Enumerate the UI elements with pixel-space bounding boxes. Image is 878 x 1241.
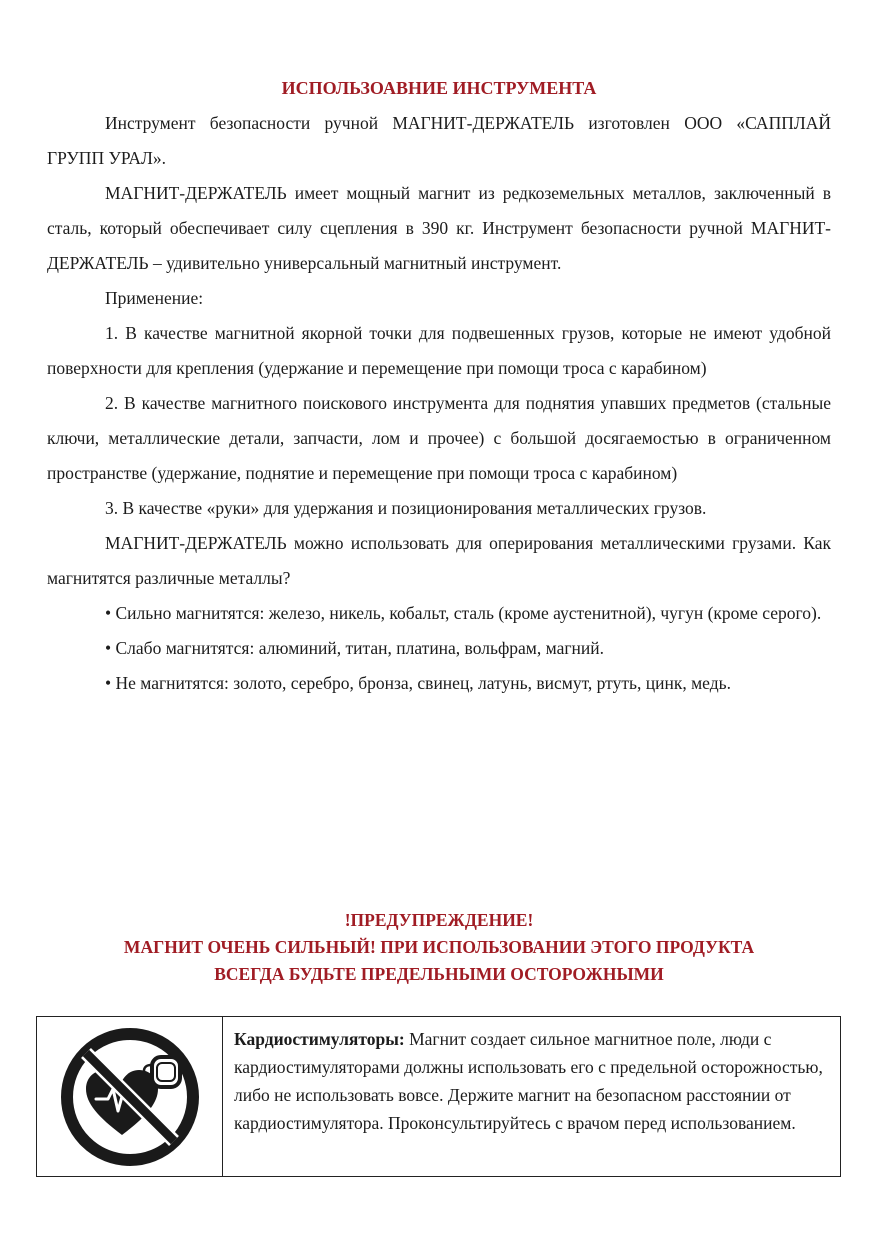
paragraph-usage-2: 2. В качестве магнитного поискового инструмента для поднятия упавших предметов (стальные ключи, металлические детали, запчасти, лом и прочее) с большой досягаемостью в ограниченном пространстве (удержание, поднятие и перемещение при помощи троса с карабином) [47,393,831,483]
pacemaker-label: Кардиостимуляторы: [234,1029,405,1049]
no-pacemaker-icon [60,1027,200,1167]
paragraph-intro: Инструмент безопасности ручной МАГНИТ-ДЕРЖАТЕЛЬ изготовлен ООО «САППЛАЙ ГРУПП УРАЛ». [47,113,831,168]
warning-heading: !ПРЕДУПРЕЖДЕНИЕ! [344,910,534,930]
warning-line-1: МАГНИТ ОЧЕНЬ СИЛЬНЫЙ! ПРИ ИСПОЛЬЗОВАНИИ ЭТОГО ПРОДУКТА [123,937,755,957]
page-title: ИСПОЛЬЗОАВНИЕ ИНСТРУМЕНТА [281,78,597,98]
document-body [47,76,831,701]
paragraph-usage-3: 3. В качестве «руки» для удержания и позиционирования металлических грузов. [105,498,707,518]
bullet-weak-magnetic: • Слабо магнитятся: алюминий, титан, платина, вольфрам, магний. [105,638,604,658]
pacemaker-icon-cell [37,1017,223,1176]
warning-block [0,907,878,988]
paragraph-metals-intro: МАГНИТ-ДЕРЖАТЕЛЬ можно использовать для оперирования металлическими грузами. Как магнитятся различные металлы? [47,533,831,588]
paragraph-usage-heading: Применение: [105,288,204,308]
pacemaker-text-cell [223,1017,840,1176]
warning-line-2: ВСЕГДА БУДЬТЕ ПРЕДЕЛЬНЫМИ ОСТОРОЖНЫМИ [214,964,664,984]
bullet-strong-magnetic: • Сильно магнитятся: железо, никель, кобальт, сталь (кроме аустенитной), чугун (кроме серого). [105,603,822,623]
paragraph-usage-1: 1. В качестве магнитной якорной точки для подвешенных грузов, которые не имеют удобной поверхности для крепления (удержание и перемещение при помощи троса с карабином) [47,323,831,378]
paragraph-description: МАГНИТ-ДЕРЖАТЕЛЬ имеет мощный магнит из редкоземельных металлов, заключенный в сталь, который обеспечивает силу сцепления в 390 кг. Инструмент безопасности ручной МАГНИТ-ДЕРЖАТЕЛЬ – удивительно универсальный магнитный инструмент. [47,183,831,273]
pacemaker-text: Магнит создает сильное магнитное поле, люди с кардиостимуляторами должны использовать его с предельной осторожностью, либо не использовать вовсе. Держите магнит на безопасном расстоянии от кардиостимулятора. Проконсультируйтесь с врачом перед использованием. [234,1029,823,1133]
pacemaker-warning-table [36,1016,841,1177]
bullet-non-magnetic: • Не магнитятся: золото, серебро, бронза, свинец, латунь, висмут, ртуть, цинк, медь. [105,673,731,693]
